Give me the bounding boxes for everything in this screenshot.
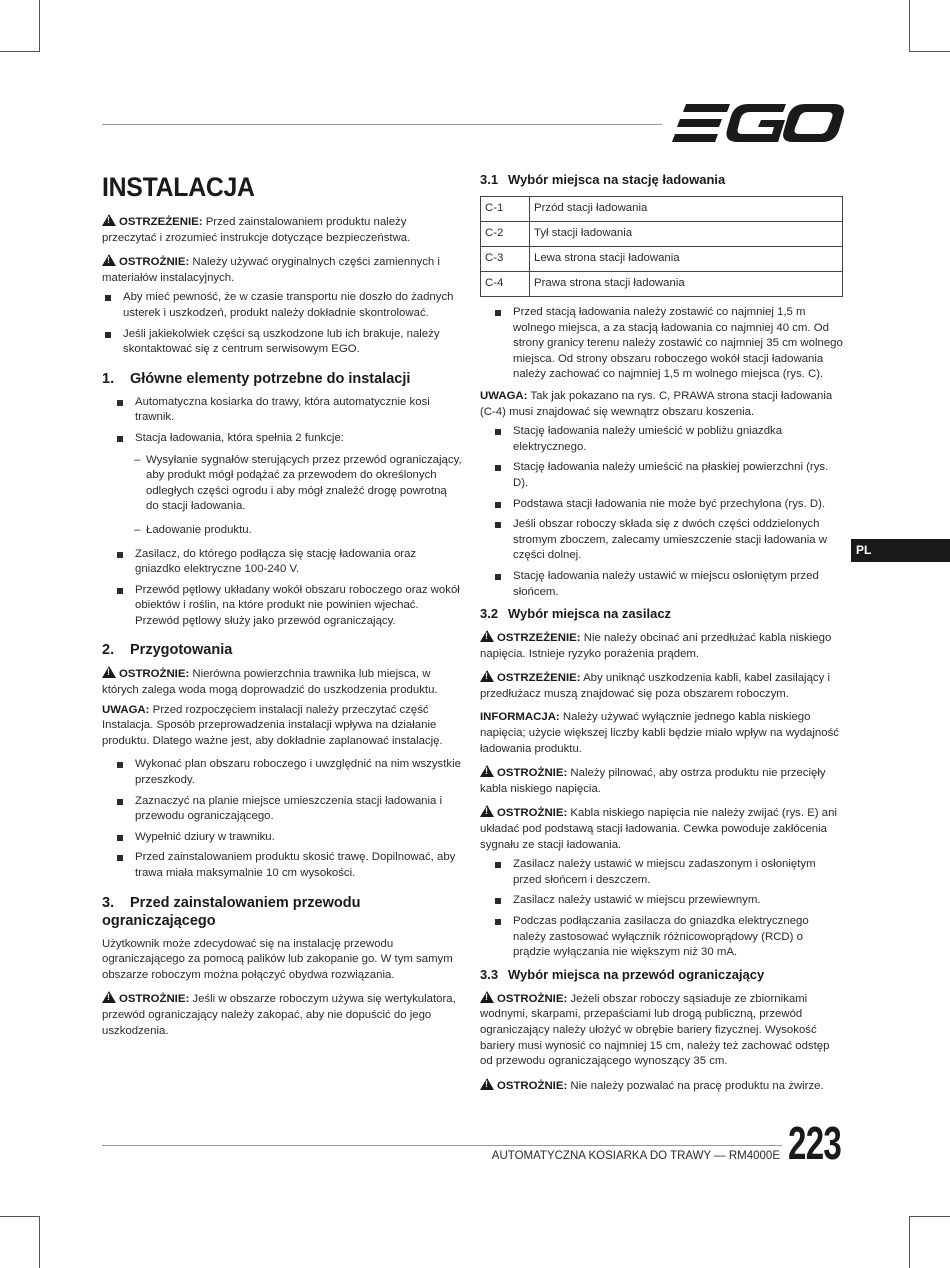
list-item: Wypełnić dziury w trawniku. xyxy=(114,830,462,846)
bullet-list xyxy=(492,305,843,383)
warning-triangle-icon xyxy=(480,670,494,682)
caution-text: Należy używać oryginalnych części zamiennych i materiałów instalacyjnych. xyxy=(102,256,440,284)
info-keyword: INFORMACJA: xyxy=(480,711,560,724)
warning-paragraph xyxy=(480,630,843,662)
warning-text: Przed zainstalowaniem produktu należy przeczytać i zrozumieć instrukcje dotyczące bezpieczeństwa. xyxy=(102,216,411,244)
caution-keyword: OSTROŻNIE: xyxy=(497,767,568,780)
list-item: Stację ładowania należy ustawić w miejscu osłoniętym przed słońcem. xyxy=(492,569,843,600)
ego-logo xyxy=(672,100,844,146)
caution-paragraph xyxy=(480,765,843,797)
warning-triangle-icon xyxy=(480,630,494,642)
warning-triangle-icon xyxy=(480,805,494,817)
section-heading: 1. Główne elementy potrzebne do instalacji xyxy=(102,370,411,387)
bullet-list xyxy=(114,757,462,881)
crop-mark xyxy=(39,1216,40,1268)
caution-text: Nierówna powierzchnia trawnika lub miejsca, w których zalega woda mogą doprowadzić do uszkodzenia produktu. xyxy=(102,668,438,697)
table-row: C-4 Prawa strona stacji ładowania xyxy=(481,272,843,297)
list-item: Zasilacz, do którego podłącza się stację ładowania oraz gniazdko elektryczne 100-240 V. xyxy=(114,547,462,578)
warning-triangle-icon xyxy=(102,666,116,678)
list-item: Zaznaczyć na planie miejsce umieszczenia stacji ładowania i przewodu ograniczającego. xyxy=(114,794,462,825)
list-item: Wykonać plan obszaru roboczego i uwzględnić na nim wszystkie przeszkody. xyxy=(114,757,462,788)
list-item: Przewód pętlowy układany wokół obszaru roboczego oraz wokół obiektów i roślin, na które produkt nie powinien wjechać. Przewód pętlowy służy jako przewód ograniczający. xyxy=(114,583,462,630)
caution-keyword: OSTROŻNIE: xyxy=(119,668,190,681)
caution-paragraph xyxy=(480,1078,843,1095)
page-number: 223 xyxy=(788,1117,842,1169)
caution-paragraph xyxy=(102,254,462,286)
crop-mark xyxy=(39,0,40,52)
caution-keyword: OSTROŻNIE: xyxy=(497,1079,568,1092)
header-rule xyxy=(102,124,662,125)
list-item: Podstawa stacji ładowania nie może być przechylona (rys. D). xyxy=(492,497,843,513)
list-item: Zasilacz należy ustawić w miejscu przewiewnym. xyxy=(492,893,843,909)
warning-triangle-icon xyxy=(480,1078,494,1090)
list-item: Automatyczna kosiarka do trawy, która automatycznie kosi trawnik. xyxy=(114,395,462,426)
caution-keyword: OSTROŻNIE: xyxy=(497,992,568,1005)
list-item: Stacja ładowania, która spełnia 2 funkcje: xyxy=(114,431,462,447)
bullet-list xyxy=(114,395,462,447)
body-paragraph: Użytkownik może zdecydować się na instalację przewodu ograniczającego za pomocą palików lub zakopanie go. W tym samym obszarze roboczym można połączyć obydwa rozwiązania. xyxy=(102,937,453,981)
crop-mark xyxy=(909,0,910,52)
warning-triangle-icon xyxy=(102,254,116,266)
warning-triangle-icon xyxy=(480,765,494,777)
crop-mark xyxy=(909,1216,910,1268)
list-item: Aby mieć pewność, że w czasie transportu nie doszło do żadnych usterek i uszkodzeń, produkt należy dokładnie skontrolować. xyxy=(102,290,462,321)
footer-rule xyxy=(102,1145,782,1146)
subsection-heading: 3.1 Wybór miejsca na stację ładowania xyxy=(480,172,726,187)
dash-list xyxy=(134,453,462,539)
caution-keyword: OSTROŻNIE: xyxy=(119,993,190,1006)
list-item: – Wysyłanie sygnałów sterujących przez przewód ograniczający, aby produkt mógł podążać za przewodem do określonych odległych części ogrodu i aby mógł znaleźć drogę powrotną do stacji ładowania. xyxy=(134,453,462,515)
subsection-heading: 3.2 Wybór miejsca na zasilacz xyxy=(480,606,672,622)
list-item: Podczas podłączania zasilacza do gniazdka elektrycznego należy zastosować wyłącznik różnicowoprądowy (RCD) o prądzie wyłączania nie większym niż 30 mA. xyxy=(492,914,843,961)
note-paragraph xyxy=(480,389,843,420)
list-item: Stację ładowania należy umieścić na płaskiej powierzchni (rys. D). xyxy=(492,460,843,491)
caution-text: Jeżeli obszar roboczy sąsiaduje ze zbiornikami wodnymi, skarpami, przepaściami lub drogą publiczną, przewód ograniczający należy ułożyć w obrębie bariery fizycznej. Wysokość bariery musi wynosić co najmniej 15 cm, należy też zachować odstęp od przewodu ograniczającego wynoszący 35 cm. xyxy=(480,992,830,1068)
section-heading: 3. Przed zainstalowaniem przewodu ograniczającego xyxy=(102,894,361,929)
bullet-list xyxy=(492,857,843,961)
note-keyword: UWAGA: xyxy=(480,389,528,402)
warning-keyword: OSTRZEŻENIE: xyxy=(497,632,581,645)
warning-text: Aby uniknąć uszkodzenia kabli, kabel zasilający i przedłużacz muszą znajdować się poza obszarem roboczym. xyxy=(480,672,831,700)
section-heading: 2. Przygotowania xyxy=(102,642,233,659)
list-item: Zasilacz należy ustawić w miejscu zadaszonym i osłoniętym przed słońcem i deszczem. xyxy=(492,857,843,888)
caution-text: Należy pilnować, aby ostrza produktu nie przecięły kabla niskiego napięcia. xyxy=(480,767,826,795)
list-item: – Ładowanie produktu. xyxy=(134,523,462,539)
list-item: Przed stacją ładowania należy zostawić co najmniej 1,5 m wolnego miejsca, a za stacją ładowania co najmniej 40 cm. Od strony granicy terenu należy zostawić co najmniej 35 cm wolnego miejsca. Od strony obszaru roboczego wokół stacji ładowania należy zachować co najmniej 1,5 m wolnego miejsca (rys. C). xyxy=(492,305,843,383)
list-item: Jeśli obszar roboczy składa się z dwóch części oddzielonych stromym zboczem, zalecamy umieszczenie stacji ładowania w części dolnej. xyxy=(492,517,843,564)
caution-paragraph xyxy=(102,991,462,1039)
caution-text: Nie należy pozwalać na pracę produktu na żwirze. xyxy=(567,1079,824,1092)
caution-text: Jeśli w obszarze roboczym używa się wertykulatora, przewód ograniczający należy zakopać, aby nie dopuścić do jego uszkodzenia. xyxy=(102,993,456,1037)
bullet-list xyxy=(114,547,462,630)
left-column xyxy=(102,170,462,1047)
language-tab: PL xyxy=(851,539,950,562)
bullet-list xyxy=(492,424,843,600)
note-paragraph xyxy=(102,703,462,750)
subsection-heading: 3.3 Wybór miejsca na przewód ograniczający xyxy=(480,966,765,982)
caution-keyword: OSTROŻNIE: xyxy=(497,807,568,820)
warning-keyword: OSTRZEŻENIE: xyxy=(497,672,581,685)
component-table xyxy=(480,196,843,297)
caution-paragraph xyxy=(480,991,843,1070)
footer-title: AUTOMATYCZNA KOSIARKA DO TRAWY — RM4000E xyxy=(491,1150,780,1162)
warning-keyword: OSTRZEŻENIE: xyxy=(119,216,203,228)
caution-text: Kabla niskiego napięcia nie należy zwijać (rys. E) ani układać pod podstawą stacji ładowania. Cewka powoduje zakłócenia sygnału ze stacji ładowania. xyxy=(480,807,837,851)
warning-triangle-icon xyxy=(102,991,116,1003)
list-item: Jeśli jakiekolwiek części są uszkodzone lub ich brakuje, należy skontaktować się z centrum serwisowym EGO. xyxy=(102,327,462,358)
crop-mark xyxy=(0,51,40,52)
caution-paragraph xyxy=(480,805,843,853)
right-column xyxy=(480,170,843,1102)
table-row: C-3 Lewa strona stacji ładowania xyxy=(481,247,843,272)
warning-triangle-icon xyxy=(102,214,116,226)
bullet-list xyxy=(102,290,462,357)
note-text: Tak jak pokazano na rys. C, PRAWA strona stacji ładowania (C-4) musi znajdować się wewnątrz obszaru koszenia. xyxy=(480,389,833,418)
caution-paragraph xyxy=(102,666,462,698)
list-item: Stację ładowania należy umieścić w pobliżu gniazdka elektrycznego. xyxy=(492,424,843,455)
note-text: Przed rozpoczęciem instalacji należy przeczytać część Instalacja. Sposób przeprowadzenia instalacji wpływa na działanie produktu. Dlatego ważne jest, aby dokładnie zaplanować instalację. xyxy=(102,703,443,747)
info-text: Należy używać wyłącznie jednego kabla niskiego napięcia; użycie większej liczby kabli będzie miało wpływ na wydajność ładowania produktu. xyxy=(480,711,839,755)
warning-text: Nie należy obcinać ani przedłużać kabla niskiego napięcia. Istnieje ryzyko porażenia prądem. xyxy=(480,632,832,660)
crop-mark xyxy=(909,51,950,52)
note-keyword: UWAGA: xyxy=(102,703,150,716)
list-item: Przed zainstalowaniem produktu skosić trawę. Dopilnować, aby trawa miała maksymalnie 10 cm wysokości. xyxy=(114,850,462,881)
crop-mark xyxy=(909,1216,950,1217)
page-title: INSTALACJA xyxy=(102,172,255,202)
warning-paragraph xyxy=(480,670,843,702)
crop-mark xyxy=(0,1216,40,1217)
info-paragraph xyxy=(480,710,843,757)
table-row: C-1 Przód stacji ładowania xyxy=(481,197,843,222)
warning-triangle-icon xyxy=(480,991,494,1003)
caution-keyword: OSTROŻNIE: xyxy=(119,256,190,269)
table-row: C-2 Tył stacji ładowania xyxy=(481,222,843,247)
warning-paragraph xyxy=(102,214,462,246)
